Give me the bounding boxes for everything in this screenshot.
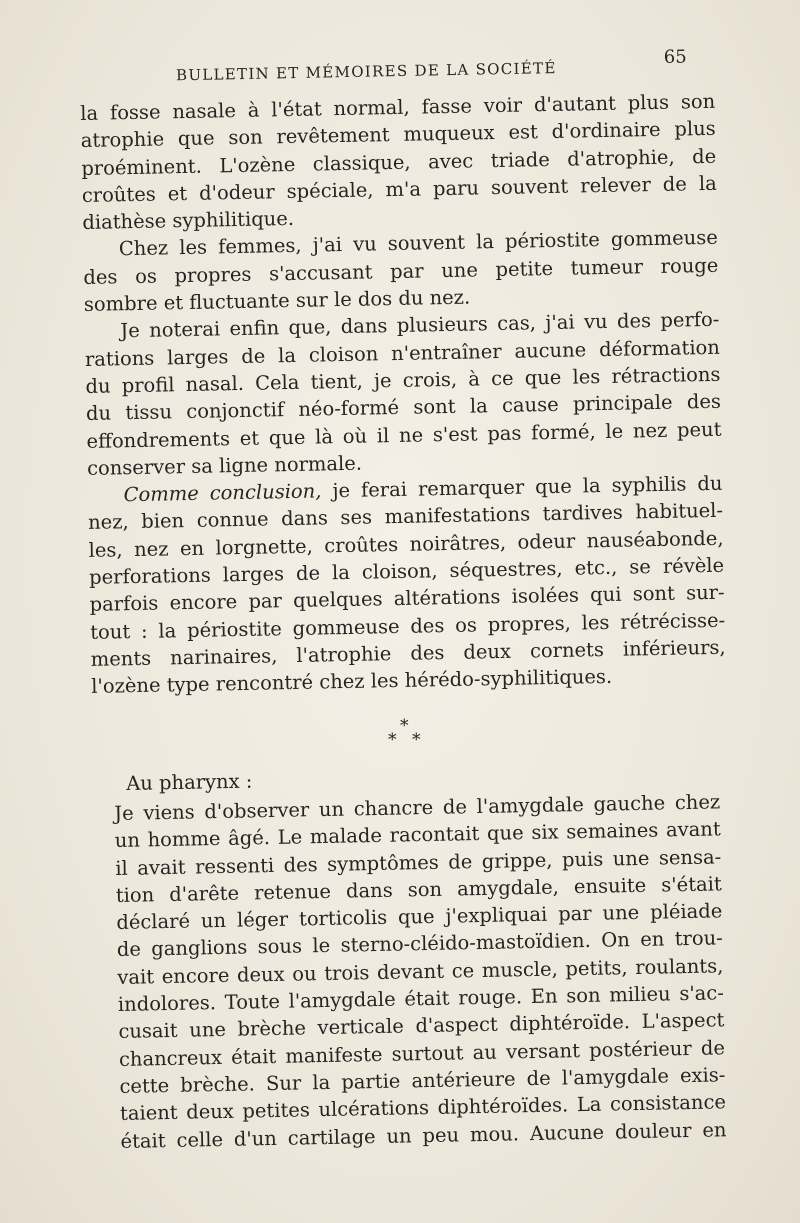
page-number: 65: [663, 46, 687, 68]
text-line: des os propres s'accusant par une petite tumeur rouge: [83, 253, 719, 289]
text-line: un homme âgé. Le malade racontait que six semaines avant: [114, 817, 721, 853]
text-line: taient deux petites ulcérations diphtéroïdes. La consistance: [119, 1090, 727, 1126]
text-line: diathèse syphilitique.: [82, 207, 295, 235]
text-line: Chez les femmes, j'ai vu souvent la périostite gommeuse: [118, 226, 718, 261]
separator-star: *: [400, 716, 409, 736]
text-line: était celle d'un cartilage un peu mou. Aucune douleur en: [120, 1117, 727, 1153]
conclusion-lead: Comme conclusion,: [123, 479, 322, 507]
text-line: les, nez en lorgnette, croûtes noirâtres, odeur nauséabonde,: [88, 526, 724, 562]
pharynx-section-text: [114, 788, 727, 1154]
text-line: indolores. Toute l'amygdale était rouge. En son milieu s'ac-: [117, 981, 725, 1017]
text-line: déclaré un léger torticolis que j'expliquai par une pléiade: [116, 899, 723, 935]
separator-star: *: [412, 730, 421, 750]
separator-star: *: [388, 730, 397, 750]
section-heading: Au pharynx :: [126, 769, 253, 795]
text-line: chancreux était manifeste surtout au versant postérieur de: [118, 1035, 726, 1071]
text-line: conserver sa ligne normale.: [86, 451, 363, 480]
text-line: parfois encore par quelques altérations isolées qui sont sur-: [89, 581, 725, 617]
text-line: sombre et fluctuante sur le dos du nez.: [83, 285, 471, 317]
text-line: croûtes et d'odeur spéciale, m'a paru souvent relever de la: [81, 171, 717, 207]
text-line: Je viens d'observer un chancre de l'amygdale gauche chez: [114, 790, 721, 825]
text-line: tout : la périostite gommeuse des os propres, les rétrécisse-: [89, 608, 726, 644]
text-line: du tissu conjonctif néo-formé sont la cause principale des: [85, 390, 722, 426]
section-separator: [385, 718, 429, 752]
text-line: il avait ressenti des symptômes de grippe, puis une sensa-: [115, 844, 722, 880]
text-line: cusait une brèche verticale d'aspect diphtéroïde. L'aspect: [118, 1008, 725, 1044]
text-line: cette brèche. Sur la partie antérieure de l'amygdale exis-: [119, 1063, 726, 1098]
text-line: effondrements et que là où il ne s'est pas formé, le nez peut: [86, 417, 722, 453]
text-line: de ganglions sous le sterno-cléido-mastoïdien. On en trou-: [116, 926, 723, 962]
text-line: tion d'arête retenue dans son amygdale, ensuite s'était: [115, 872, 722, 907]
text-line: Je noterai enfin que, dans plusieurs cas, j'ai vu des perfo-: [120, 308, 720, 343]
text-line: rations larges de la cloison n'entraîner aucune déformation: [84, 335, 721, 371]
text-line: atrophie que son revêtement muqueux est d'ordinaire plus: [80, 117, 716, 153]
nose-section-text: [80, 88, 726, 701]
conclusion-rest: je ferai remarquer que la syphilis du: [332, 471, 723, 503]
text-line: la fosse nasale à l'état normal, fasse voir d'autant plus son: [80, 89, 716, 125]
running-title: BULLETIN ET MÉMOIRES DE LA SOCIÉTÉ: [175, 58, 557, 85]
text-line: ments narinaires, l'atrophie des deux cornets inférieurs,: [90, 635, 726, 671]
text-line: l'ozène type rencontré chez les hérédo-syphilitiques.: [91, 665, 613, 699]
text-line: vait encore deux ou trois devant ce muscle, petits, roulants,: [117, 954, 724, 989]
text-line: perforations larges de la cloison, séquestres, etc., se révèle: [88, 553, 725, 589]
text-line: nez, bien connue dans ses manifestations tardives habituel-: [87, 499, 724, 535]
text-line: proéminent. L'ozène classique, avec triade d'atrophie, de: [81, 144, 717, 180]
text-line: du profil nasal. Cela tient, je crois, à ce que les rétractions: [85, 362, 721, 398]
